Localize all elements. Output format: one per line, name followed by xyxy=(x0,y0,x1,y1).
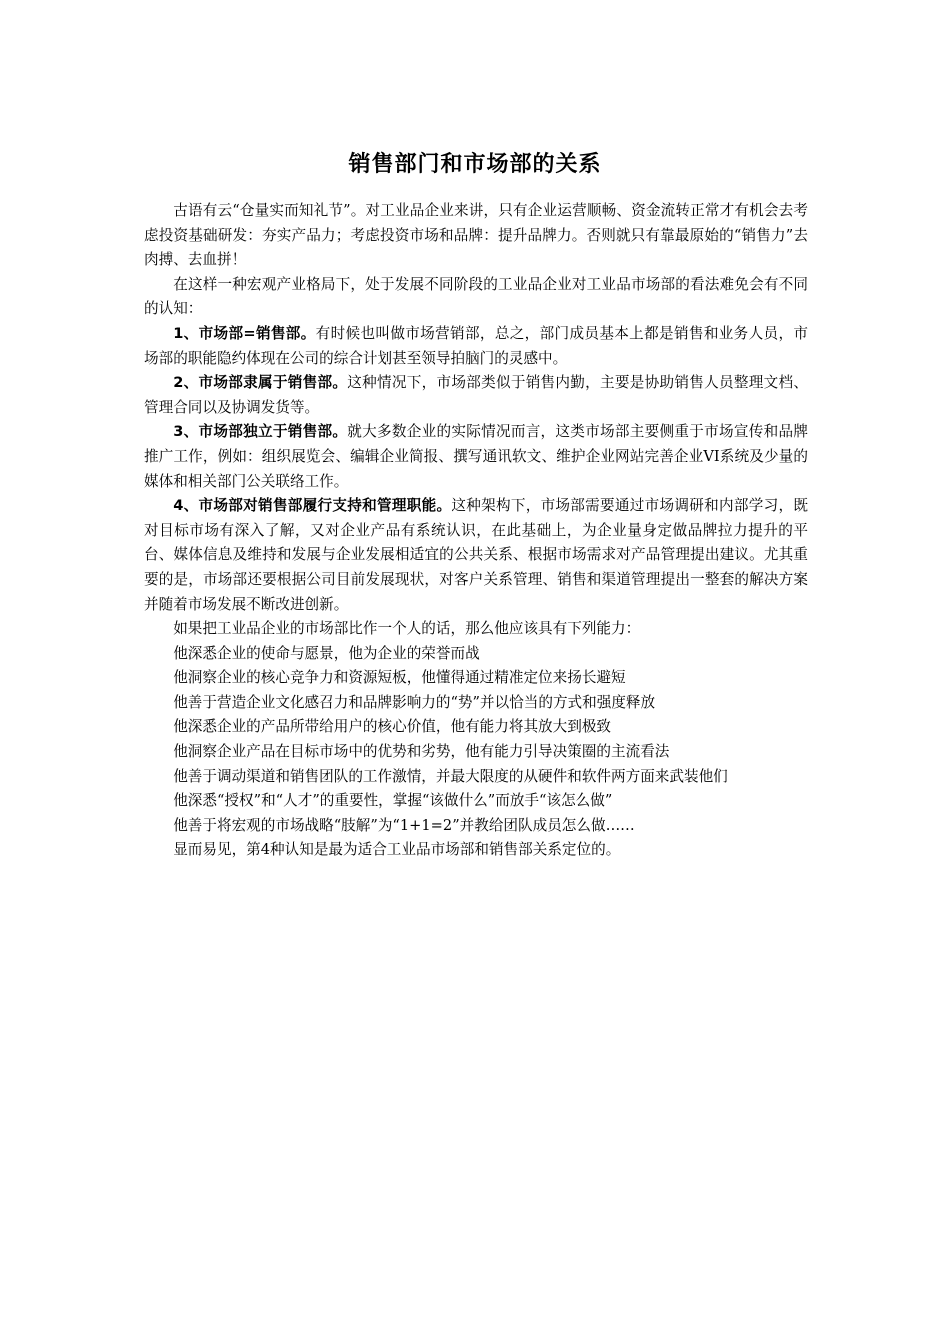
ability-line: 他洞察企业的核心竞争力和资源短板，他懂得通过精准定位来扬长避短 xyxy=(173,669,626,687)
ability-line: 他深悉企业的产品所带给用户的核心价值，他有能力将其放大到极致 xyxy=(173,718,612,736)
ability-line: 他洞察企业产品在目标市场中的优势和劣势，他有能力引导决策圈的主流看法 xyxy=(173,743,670,761)
ability-line: 他深悉企业的使命与愿景，他为企业的荣誉而战 xyxy=(173,644,480,662)
view-lead: 3、市场部独立于销售部。 xyxy=(173,423,348,441)
conclusion-paragraph: 显而易见，第4种认知是最为适合工业品市场部和销售部关系定位的。 xyxy=(173,841,621,859)
view-text: 这种情况下，市场部类似于销售内勤，主要是协助销售人员整理文档、管理合同以及协调发货等。 xyxy=(144,374,808,416)
intro-paragraph: 在这样一种宏观产业格局下，处于发展不同阶段的工业品企业对工业品市场部的看法难免会有不同的认知： xyxy=(144,275,808,318)
view-paragraph xyxy=(144,371,808,420)
ability-line: 他善于营造企业文化感召力和品牌影响力的“势”并以恰当的方式和强度释放 xyxy=(173,693,656,711)
view-text: 有时候也叫做市场营销部，总之，部门成员基本上都是销售和业务人员，市场部的职能隐约体现在公司的综合计划甚至领导拍脑门的灵感中。 xyxy=(144,324,808,367)
view-paragraph xyxy=(144,420,808,494)
view-paragraph xyxy=(144,494,808,617)
view-paragraph xyxy=(144,322,808,371)
view-lead: 4、市场部对销售部履行支持和管理职能。 xyxy=(173,497,452,515)
document-body xyxy=(144,199,808,863)
view-text: 这种架构下，市场部需要通过市场调研和内部学习，既对目标市场有深入了解，又对企业产品有系统认识，在此基础上，为企业量身定做品牌拉力提升的平台、媒体信息及维持和发展与企业发展相适宜的公共关系、根据市场需求对产品管理提出建议。尤其重要的是，市场部还要根据公司目前发展现状，对客户关系管理、销售和渠道管理提出一整套的解决方案并随着市场发展不断改进创新。 xyxy=(144,497,808,613)
ability-line: 他善于调动渠道和销售团队的工作激情，并最大限度的从硬件和软件两方面来武装他们 xyxy=(173,767,728,785)
intro-paragraph: 古语有云“仓量实而知礼节”。对工业品企业来讲，只有企业运营顺畅、资金流转正常才有机会去考虑投资基础研发：夯实产品力；考虑投资市场和品牌：提升品牌力。否则就只有靠最原始的“销售力”去肉搏、去血拼！ xyxy=(144,202,808,269)
abilities-intro: 如果把工业品企业的市场部比作一个人的话，那么他应该具有下列能力： xyxy=(173,620,641,638)
ability-line: 他深悉“授权”和“人才”的重要性，掌握“该做什么”而放手“该怎么做” xyxy=(173,792,613,810)
ability-line: 他善于将宏观的市场战略“肢解”为“1+1=2”并教给团队成员怎么做…… xyxy=(173,816,635,834)
view-lead: 1、市场部=销售部。 xyxy=(173,324,316,342)
page-title: 销售部门和市场部的关系 xyxy=(348,152,602,177)
view-text: 就大多数企业的实际情况而言，这类市场部主要侧重于市场宣传和品牌推广工作，例如：组织展览会、编辑企业简报、撰写通讯软文、维护企业网站完善企业VI系统及少量的媒体和相关部门公关联络工作。 xyxy=(144,423,808,490)
view-lead: 2、市场部隶属于销售部。 xyxy=(173,374,348,392)
